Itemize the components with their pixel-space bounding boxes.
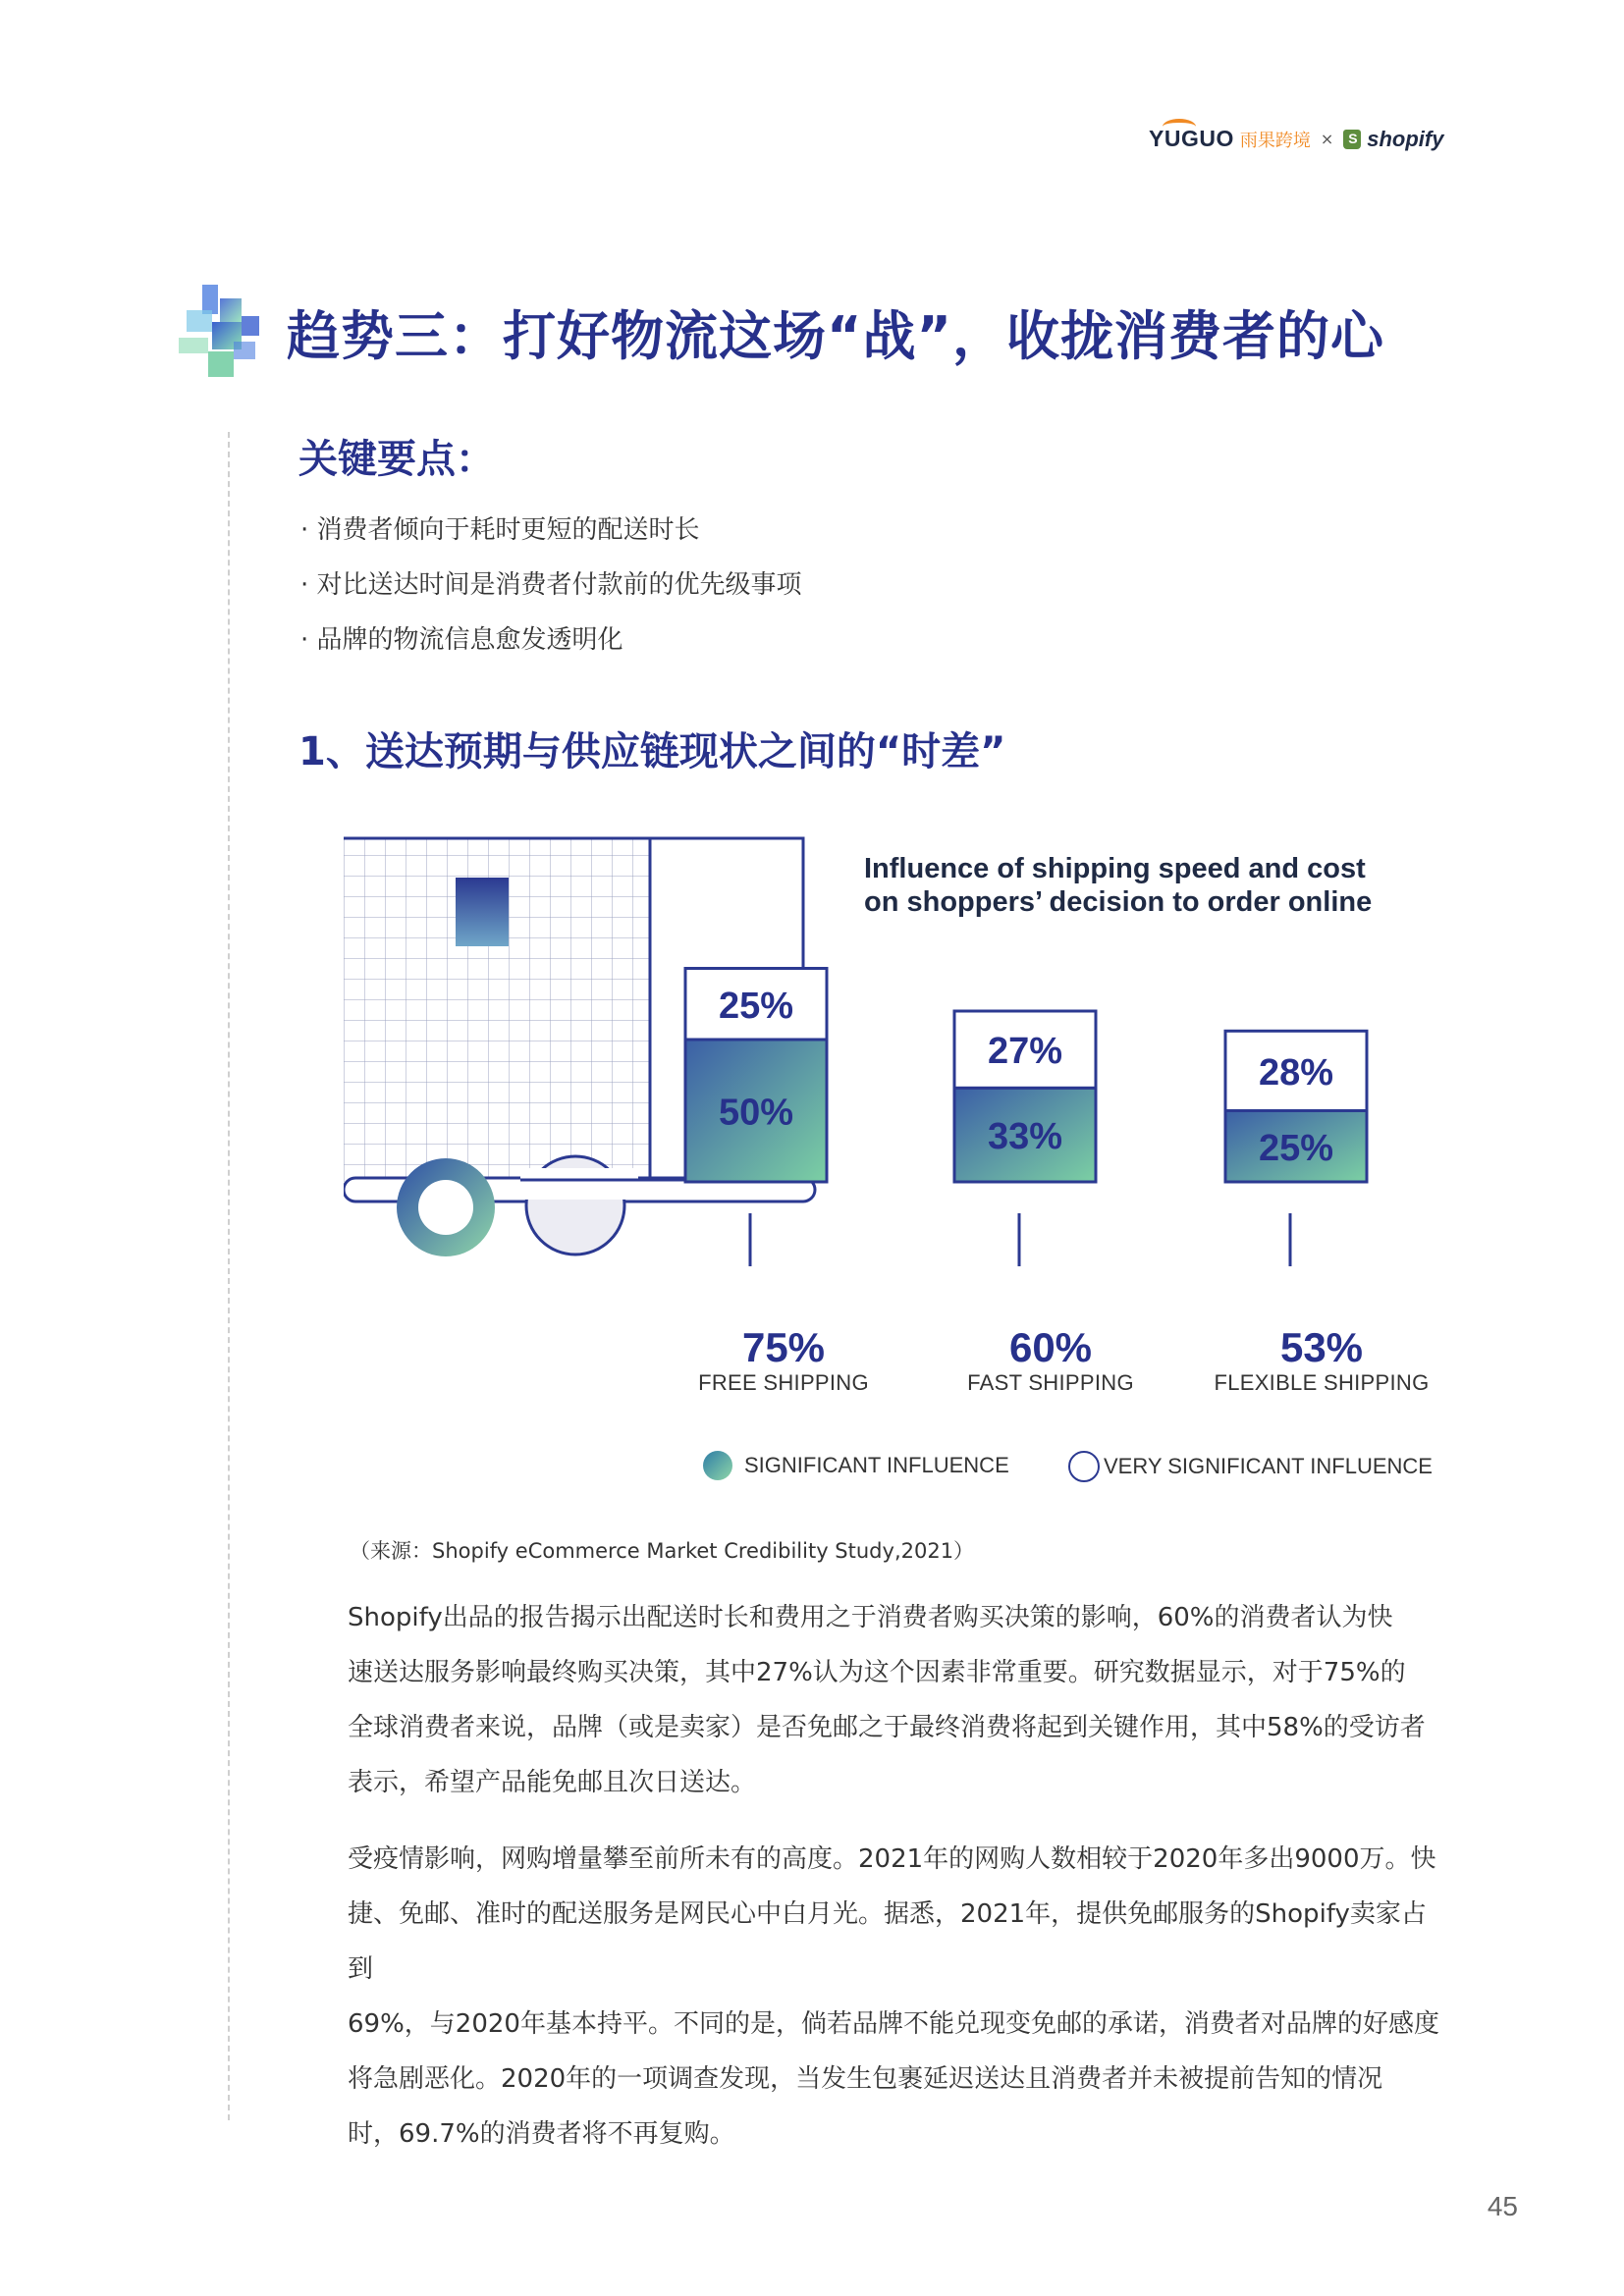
legend-label: VERY SIGNIFICANT INFLUENCE [1104, 1454, 1433, 1478]
stat-flexible-shipping [1194, 1325, 1449, 1396]
bar-group-flexible-shipping [1225, 1031, 1367, 1266]
brand-logo [1149, 126, 1443, 152]
paragraph-1 [348, 1590, 1447, 1810]
bar-value-label: 27% [987, 1031, 1063, 1073]
stat-total: 75% [741, 1324, 826, 1370]
paragraph-line: 捷、免邮、准时的配送服务是网民心中白月光。据悉，2021年，提供免邮服务的Shopify卖家占到 [348, 1899, 1427, 1984]
legend-label: SIGNIFICANT INFLUENCE [744, 1453, 1009, 1477]
paragraph-line: 全球消费者来说，品牌（或是卖家）是否免邮之于最终消费将起到关键作用，其中58%的受访者 [348, 1713, 1426, 1742]
yuguo-logo: YUGUO [1149, 126, 1234, 152]
bar-group-free-shipping [685, 969, 827, 1267]
paragraph-line: 速送达服务影响最终购买决策，其中27%认为这个因素非常重要。研究数据显示，对于75%的 [348, 1658, 1406, 1687]
bar-value-label: 25% [1258, 1127, 1334, 1169]
bar-value-label: 25% [718, 985, 794, 1027]
yuguo-cn-name: 雨果跨境 [1239, 130, 1311, 151]
bar-group-fast-shipping [954, 1011, 1096, 1266]
stat-fast-shipping [923, 1325, 1178, 1396]
key-point-item: · 对比送达时间是消费者付款前的优先级事项 [300, 570, 802, 600]
legend-very-significant [1068, 1451, 1433, 1482]
times-sign: × [1320, 130, 1334, 148]
stat-label: FLEXIBLE SHIPPING [1214, 1370, 1430, 1395]
paragraph-line: 时，69.7%的消费者将不再复购。 [348, 2119, 735, 2149]
shopify-logo: shopify [1367, 126, 1444, 151]
bar-value-label: 28% [1258, 1051, 1334, 1094]
source-note: （来源：Shopify eCommerce Market Credibility Study,2021） [350, 1539, 975, 1563]
cube-icon [173, 277, 269, 385]
stat-free-shipping [656, 1325, 911, 1396]
stat-label: FAST SHIPPING [967, 1370, 1134, 1395]
paragraph-2 [348, 1832, 1447, 2162]
key-points-title: 关键要点： [298, 437, 495, 482]
key-point-item: · 消费者倾向于耗时更短的配送时长 [300, 515, 700, 545]
dashed-divider [228, 432, 230, 2120]
paragraph-line: 69%，与2020年基本持平。不同的是，倘若品牌不能兑现变免邮的承诺，消费者对品牌的好感度 [348, 2009, 1439, 2039]
chart-title: Influence of shipping speed and cost on shoppers’ decision to order online [864, 853, 1373, 918]
page-number: 45 [1487, 2191, 1518, 2221]
paragraph-line: 受疫情影响，网购增量攀至前所未有的高度。2021年的网购人数相较于2020年多出9000万。快 [348, 1844, 1436, 1874]
key-points-list [300, 503, 802, 667]
stat-label: FREE SHIPPING [698, 1370, 869, 1395]
bar-value-label: 50% [718, 1092, 794, 1134]
legend-significant [703, 1451, 1009, 1480]
stat-total: 60% [1008, 1324, 1093, 1370]
shopify-bag-icon [1343, 130, 1361, 149]
shipping-influence-chart [344, 834, 1443, 1502]
stat-total: 53% [1279, 1324, 1364, 1370]
subsection-title: 1、送达预期与供应链现状之间的“时差” [298, 729, 1006, 774]
legend-swatch-gradient [703, 1451, 732, 1480]
paragraph-line: 将急剧恶化。2020年的一项调查发现，当发生包裹延迟送达且消费者并未被提前告知的情况 [348, 2064, 1383, 2094]
paragraph-line: 表示，希望产品能免邮且次日送达。 [348, 1768, 757, 1797]
bar-value-label: 33% [987, 1116, 1063, 1158]
bars-layer [685, 969, 1367, 1267]
paragraph-line: Shopify出品的报告揭示出配送时长和费用之于消费者购买决策的影响，60%的消费者认为快 [348, 1603, 1393, 1632]
key-point-item: · 品牌的物流信息愈发透明化 [300, 625, 623, 655]
legend-swatch-outline [1068, 1451, 1100, 1482]
section-title: 趋势三：打好物流这场“战”，收拢消费者的心 [287, 305, 1384, 367]
